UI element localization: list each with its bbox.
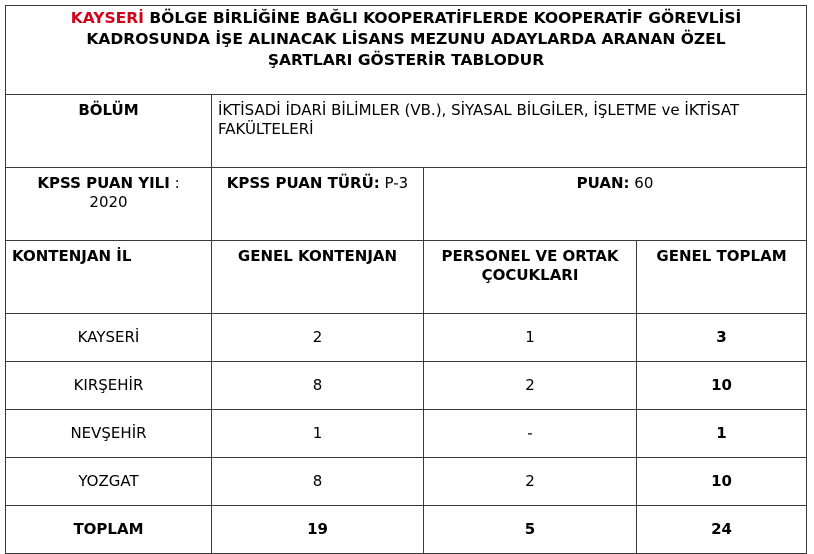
table-row	[6, 362, 807, 410]
bolum-label: BÖLÜM	[6, 95, 212, 168]
kpss-type-value: P-3	[379, 174, 409, 192]
total-personel: 5	[424, 506, 637, 554]
title-line1: BÖLGE BİRLİĞİNE BAĞLI KOOPERATİFLERDE KOOPERATİF GÖREVLİSİ	[143, 9, 742, 27]
total-toplam: 24	[637, 506, 807, 554]
kpss-type-label: KPSS PUAN TÜRÜ:	[226, 174, 380, 192]
header-row	[6, 241, 807, 314]
table-row	[6, 314, 807, 362]
kpss-score-cell	[424, 168, 807, 241]
table-row	[6, 410, 807, 458]
kpss-year-sep: :	[169, 174, 180, 192]
row-personel: 2	[424, 362, 637, 410]
total-row	[6, 506, 807, 554]
row-genel: 8	[212, 458, 424, 506]
total-genel: 19	[212, 506, 424, 554]
header-kontenjan-il: KONTENJAN İL	[6, 241, 212, 314]
row-toplam: 10	[637, 458, 807, 506]
kpss-year-value: 2020	[89, 193, 128, 211]
title-row	[6, 6, 807, 95]
kpss-type-cell	[212, 168, 424, 241]
row-personel: 2	[424, 458, 637, 506]
header-personel: PERSONEL VE ORTAK ÇOCUKLARI	[424, 241, 637, 314]
title-line3: ŞARTLARI GÖSTERİR TABLODUR	[267, 51, 545, 69]
kpss-score-value: 60	[629, 174, 654, 192]
row-personel: -	[424, 410, 637, 458]
kpss-row	[6, 168, 807, 241]
table-title	[6, 6, 807, 95]
table-row	[6, 458, 807, 506]
row-personel: 1	[424, 314, 637, 362]
row-toplam: 3	[637, 314, 807, 362]
header-genel-kontenjan: GENEL KONTENJAN	[212, 241, 424, 314]
title-line2: KADROSUNDA İŞE ALINACAK LİSANS MEZUNU ADAYLARDA ARANAN ÖZEL	[86, 30, 726, 48]
kpss-year-cell	[6, 168, 212, 241]
row-genel: 2	[212, 314, 424, 362]
row-genel: 8	[212, 362, 424, 410]
row-toplam: 1	[637, 410, 807, 458]
requirements-table	[5, 5, 807, 554]
row-il: KIRŞEHİR	[6, 362, 212, 410]
row-toplam: 10	[637, 362, 807, 410]
row-il: KAYSERİ	[6, 314, 212, 362]
total-label: TOPLAM	[6, 506, 212, 554]
header-genel-toplam: GENEL TOPLAM	[637, 241, 807, 314]
row-genel: 1	[212, 410, 424, 458]
row-il: NEVŞEHİR	[6, 410, 212, 458]
kpss-year-label: KPSS PUAN YILI	[37, 174, 170, 192]
kpss-score-label: PUAN:	[576, 174, 630, 192]
row-il: YOZGAT	[6, 458, 212, 506]
bolum-row	[6, 95, 807, 168]
title-red-word: KAYSERİ	[70, 9, 144, 27]
bolum-value: İKTİSADİ İDARİ BİLİMLER (VB.), SİYASAL BİLGİLER, İŞLETME ve İKTİSAT FAKÜLTELERİ	[212, 95, 807, 168]
